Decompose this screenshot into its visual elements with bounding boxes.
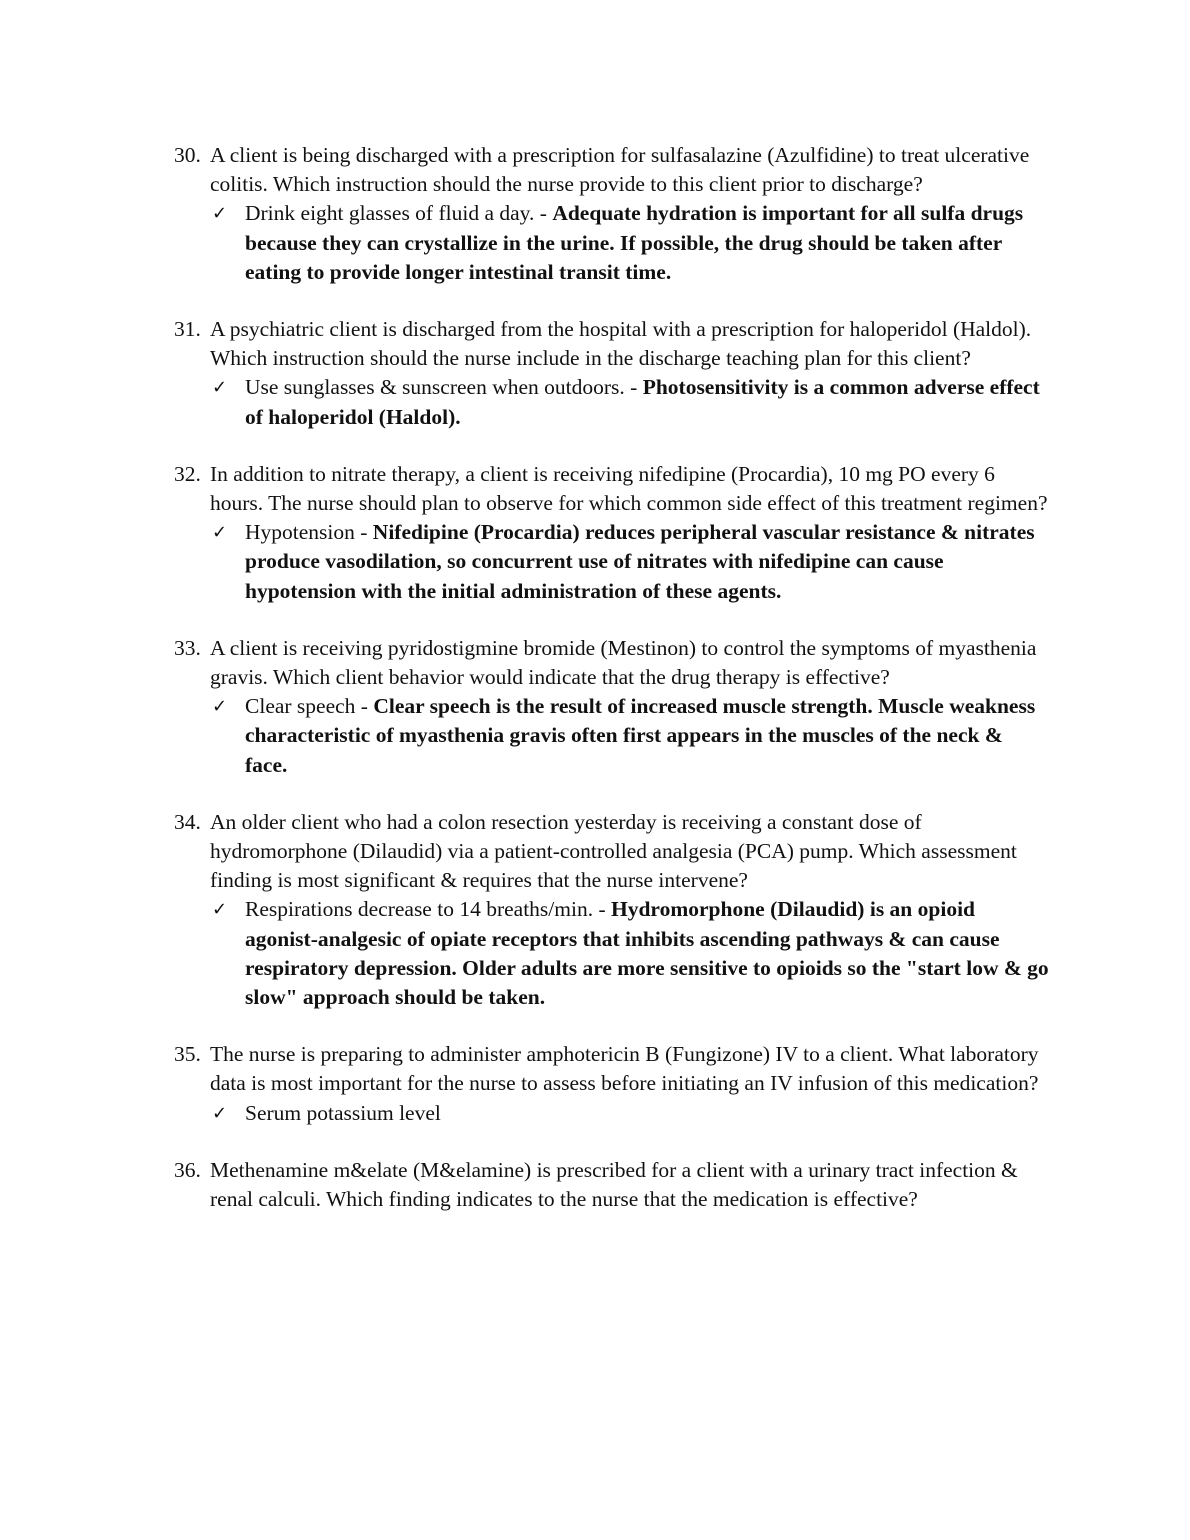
question-number: 34. [174, 809, 201, 834]
document-page [0, 141, 1190, 1242]
question-30 [0, 141, 1050, 287]
question-number: 35. [174, 1042, 201, 1067]
question-number: 32. [174, 461, 201, 486]
answer-text: Clear speech - [245, 694, 374, 719]
answer-item [210, 373, 1050, 431]
checkmark-icon: ✓ [212, 377, 228, 399]
answer-text: Drink eight glasses of fluid a day. - [245, 201, 553, 226]
answer-text: Hypotension - [245, 520, 373, 545]
checkmark-icon: ✓ [212, 203, 228, 225]
checkmark-icon: ✓ [212, 522, 228, 544]
question-32 [0, 460, 1050, 606]
answer-item [210, 692, 1050, 780]
question-text: A client is being discharged with a prescription for sulfasalazine (Azulfidine) to treat ulcerative colitis. Which instruction should the nurse provide to this client prior to discharge? [210, 143, 1030, 197]
question-35 [0, 1040, 1050, 1128]
question-36 [0, 1156, 1050, 1214]
question-text: The nurse is preparing to administer amphotericin B (Fungizone) IV to a client. What laboratory data is most important for the nurse to assess before initiating an IV infusion of this medication? [210, 1042, 1039, 1096]
question-number: 31. [174, 317, 201, 342]
question-number: 33. [174, 635, 201, 660]
rationale-text: Photosensitivity is a common adverse effect of haloperidol (Haldol). [245, 375, 1040, 429]
question-text: A client is receiving pyridostigmine bromide (Mestinon) to control the symptoms of myasthenia gravis. Which client behavior would indicate that the drug therapy is effective? [210, 635, 1037, 690]
question-text: A psychiatric client is discharged from the hospital with a prescription for haloperidol (Haldol). Which instruction should the nurse include in the discharge teaching plan for this client? [210, 317, 1032, 371]
question-number: 36. [174, 1157, 201, 1182]
question-34 [0, 808, 1050, 1012]
answer-text: Serum potassium level [245, 1100, 441, 1125]
question-text: An older client who had a colon resection yesterday is receiving a constant dose of hydromorphone (Dilaudid) via a patient-controlled analgesia (PCA) pump. Which assessment finding is most significant & requires that the nurse intervene? [210, 809, 1017, 893]
rationale-text: Hydromorphone (Dilaudid) is an opioid agonist-analgesic of opiate receptors that inhibits ascending pathways & can cause respiratory depression. Older adults are more sensitive to opioids so the "start low & go slow" approach should be taken. [245, 897, 1049, 1010]
answer-item [210, 1099, 1050, 1128]
question-33 [0, 634, 1050, 780]
checkmark-icon: ✓ [212, 696, 228, 718]
question-text: Methenamine m&elate (M&elamine) is prescribed for a client with a urinary tract infection & renal calculi. Which finding indicates to the nurse that the medication is effective? [210, 1157, 1018, 1212]
checkmark-icon: ✓ [212, 1102, 228, 1124]
question-number: 30. [174, 143, 201, 167]
answer-item [210, 199, 1050, 287]
rationale-text: Nifedipine (Procardia) reduces peripheral vascular resistance & nitrates produce vasodilation, so concurrent use of nitrates with nifedipine can cause hypotension with the initial administration of these agents. [245, 520, 1035, 603]
answer-text: Use sunglasses & sunscreen when outdoors. - [245, 375, 643, 400]
answer-text: Respirations decrease to 14 breaths/min. - [245, 897, 611, 922]
rationale-text: Adequate hydration is important for all sulfa drugs because they can crystallize in the urine. If possible, the drug should be taken after eating to provide longer intestinal transit time. [245, 201, 1024, 284]
rationale-text: Clear speech is the result of increased muscle strength. Muscle weakness characteristic of myasthenia gravis often first appears in the muscles of the neck & face. [245, 694, 1036, 777]
checkmark-icon: ✓ [212, 899, 228, 921]
question-31 [0, 315, 1050, 432]
answer-item [210, 518, 1050, 606]
question-text: In addition to nitrate therapy, a client is receiving nifedipine (Procardia), 10 mg PO every 6 hours. The nurse should plan to observe for which common side effect of this treatment regimen? [210, 461, 1048, 516]
answer-item [210, 895, 1050, 1012]
